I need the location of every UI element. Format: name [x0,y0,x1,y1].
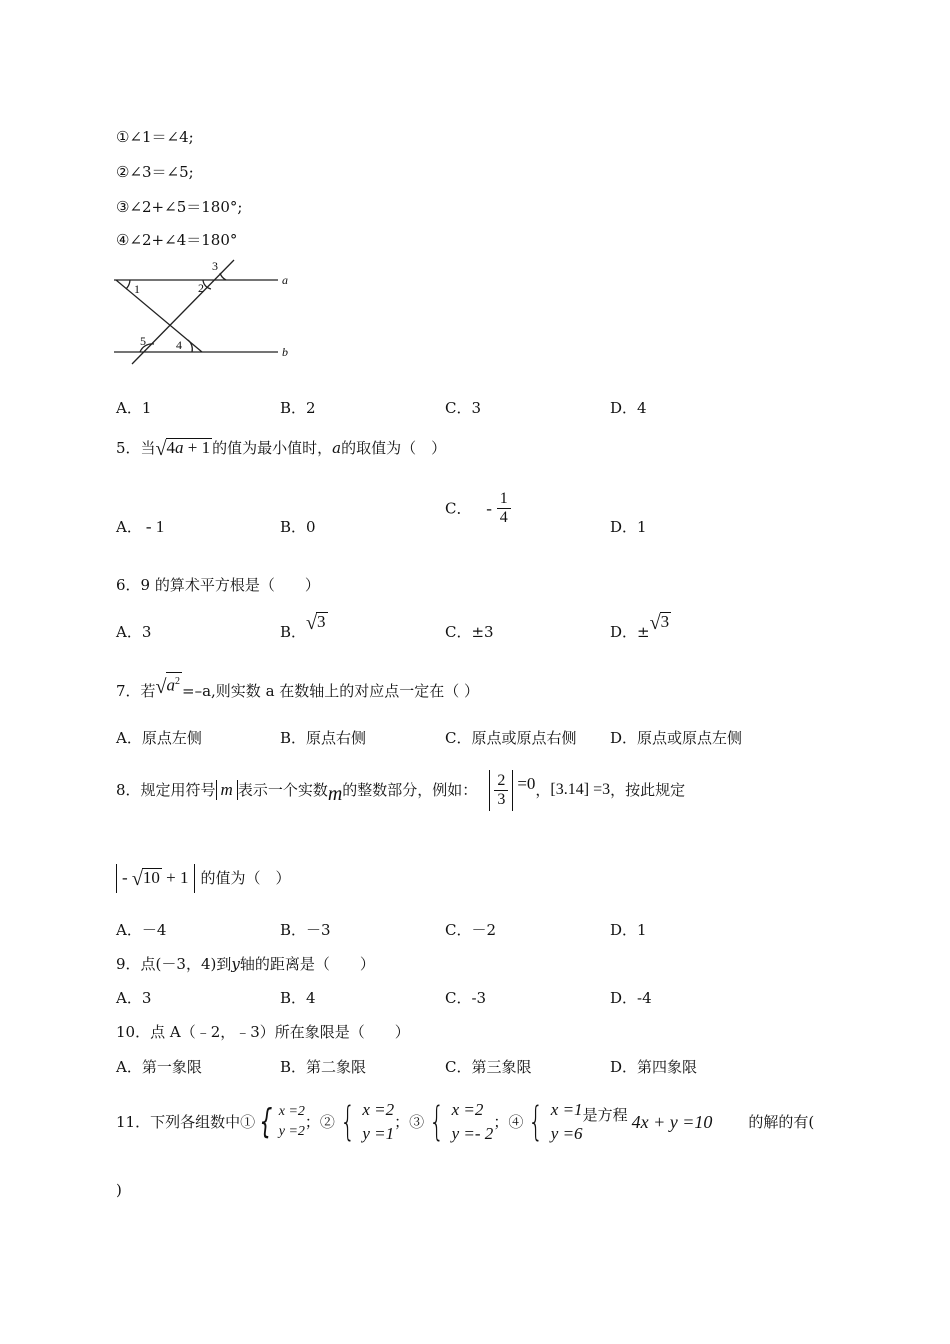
q5-option-a-label: A． [116,518,142,536]
q8-mid1: 表示一个实数 [237,781,328,799]
q5-radicand-var: a [175,438,184,457]
label-1: 1 [134,282,140,296]
q9-option-d: D．-4 [610,989,652,1007]
q4-option-a: A．1 [116,399,152,417]
q8-expr-radicand: 10 [142,867,160,887]
q9-option-c: C．-3 [445,989,487,1007]
q9-stem [116,954,375,974]
q9-option-b: B．4 [280,989,316,1007]
q11-close: ) [116,1181,122,1199]
radical-sign-icon: √ [155,675,167,698]
q5-option-c-sign: - [486,498,492,518]
radical-sign-icon: √ [131,867,143,890]
q5-prefix: 5．当 [116,439,156,457]
q10-option-a: A．第一象限 [116,1058,202,1076]
q8-option-b: B．－3 [280,921,331,939]
q9-var: y [231,955,240,973]
q6-option-a: A．3 [116,623,152,641]
q5-radicand-post: + 1 [183,438,211,457]
q8-expr-sign: - [122,867,128,887]
angle-arc-3 [220,273,226,280]
statement-3: ③∠2+∠5＝180°; [116,198,243,216]
q8-prefix: 8．规定用符号 [116,781,216,799]
q11-mid: 是方程 [582,1106,628,1124]
q10-option-d: D．第四象限 [610,1058,698,1076]
q8-example2: [3.14] =3 [550,781,611,798]
q5-option-c [445,490,511,527]
q7-suffix: =–a,则实数 a 在数轴上的对应点一定在（ ） [182,682,480,700]
q5-mid: 的值为最小值时， [212,439,333,457]
q10-option-c: C．第三象限 [445,1058,532,1076]
q5-option-c-label: C． [445,499,472,518]
q6-stem: 6．9 的算术平方根是（ ） [116,576,320,594]
q8-stem [116,764,685,816]
q4-option-d: D．4 [610,399,647,417]
q8-option-a: A．－4 [116,921,167,939]
q11-stem [116,1094,814,1150]
q8-mid2: 的整数部分，例如： [342,781,478,799]
q7-rad-exp: 2 [175,676,181,687]
q5-option-c-denominator: 4 [499,509,508,526]
q7-radical [155,675,182,698]
label-3: 3 [212,259,218,273]
q8-example-fraction: $\frac{2}{3}$ [494,772,508,809]
q6-option-c: C．±3 [445,623,494,641]
label-b: b [282,345,288,359]
q7-option-c: C．原点或原点右侧 [445,729,577,747]
label-2: 2 [198,281,204,295]
radical-sign-icon: √ [649,612,661,634]
q11-sep1: ；② [304,1113,335,1131]
q6-option-b-label: B． [280,623,307,641]
q11-equation: 4x + y =10 [631,1112,713,1132]
q5-radicand-pre: 4 [166,438,176,457]
q7-rad-var: a [166,675,176,695]
q6-option-b-radical: √3 [306,612,326,634]
radical-sign-icon: √ [155,438,167,460]
q11-system-3: { x =2 y =- 2 [429,1099,494,1145]
q7-option-d: D．原点或原点左侧 [610,729,743,747]
q11-sep2: ；③ [394,1113,425,1131]
q9-suffix: 轴的距离是（ ） [239,955,375,973]
q9-prefix: 9．点(－3，4)到 [116,955,232,973]
statement-1: ①∠1＝∠4; [116,128,194,146]
q7-option-a: A．原点左侧 [116,729,202,747]
q5-option-c-fraction [497,490,511,527]
q7-option-b: B．原点右侧 [280,729,367,747]
q8-eq0: =0 [517,774,536,793]
q8-stem-line2 [116,862,291,894]
q7-stem [116,672,479,701]
q11-sep3: ；④ [493,1113,524,1131]
q6-option-d-radical: √3 [649,612,670,634]
q5-option-d: D．1 [610,518,647,536]
q8-expression [116,864,195,893]
statement-4: ④∠2+∠4＝180° [116,231,238,249]
q8-expr-post: + 1 [161,867,189,887]
q8-option-c: C．－2 [445,921,497,939]
label-a: a [282,273,288,287]
q6-option-d-label: D．± [610,623,650,641]
transversal-2 [132,260,234,364]
q5-stem [116,438,446,459]
q5-option-a-value: - 1 [145,517,165,536]
q10-option-b: B．第二象限 [280,1058,367,1076]
q5-option-b: B．0 [280,518,316,536]
q9-option-a: A．3 [116,989,152,1007]
parallel-lines-figure [110,256,300,366]
q11-system-1: { x =2 y =2 [259,1102,305,1142]
q11-system-2: { x =2 y =1 [340,1099,395,1145]
label-5: 5 [140,334,146,348]
q6-option-d [610,612,671,642]
q8-sep: ， [535,781,551,799]
radical-sign-icon: √ [306,612,318,634]
q5-option-a [116,517,164,537]
q8-bracket-fraction [489,770,513,811]
q5-suffix: 的取值为（ ） [341,439,447,457]
q6-option-b [280,612,328,642]
q5-var: a [332,439,342,457]
label-4: 4 [176,338,182,352]
angle-arc-4 [188,340,192,352]
q5-radical [155,438,213,460]
angle-arc-1 [126,280,130,289]
q10-stem: 10．点 A（﹣2，﹣3）所在象限是（ ） [116,1023,410,1041]
q4-option-b: B．2 [280,399,316,417]
q4-option-c: C．3 [445,399,482,417]
q8-suffix: ，按此规定 [610,781,686,799]
q8-line2-suffix: 的值为（ ） [200,869,291,887]
statement-2: ②∠3＝∠5; [116,163,194,181]
q11-system-4: { x =1 y =6 [528,1099,583,1145]
q8-sym2: m [327,783,343,805]
q7-prefix: 7．若 [116,682,156,700]
q5-option-c-numerator: 1 [497,490,511,509]
q11-suffix: 的解的有( [748,1113,815,1131]
q8-bracket-m: m [216,780,238,800]
q11-prefix: 11．下列各组数中① [116,1113,256,1131]
q8-option-d: D．1 [610,921,647,939]
